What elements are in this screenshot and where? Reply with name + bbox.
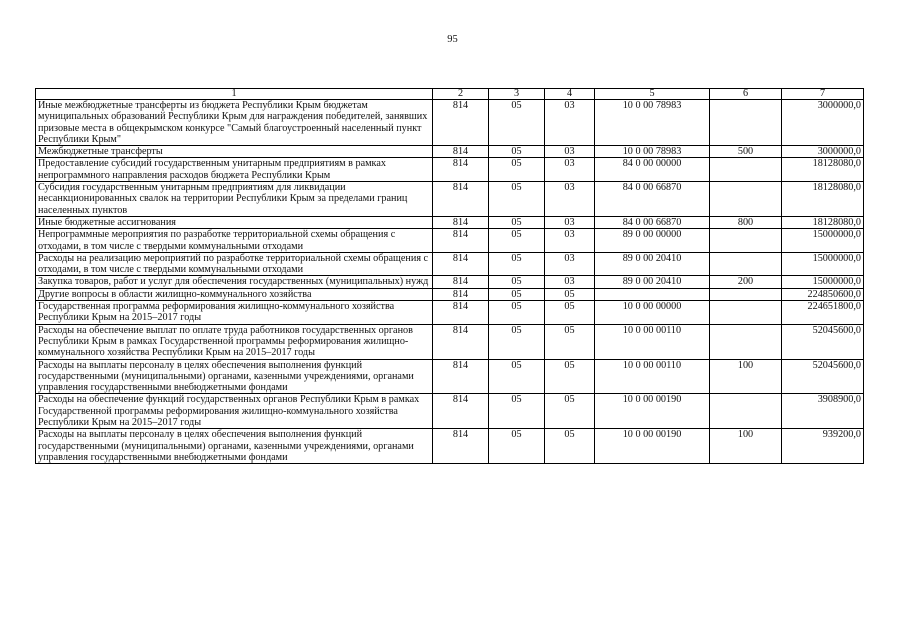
row-code-subsection: 03 <box>545 216 595 228</box>
row-code-subsection: 03 <box>545 229 595 253</box>
row-code-ministry: 814 <box>433 229 489 253</box>
row-code-subsection: 03 <box>545 100 595 146</box>
row-code-section: 05 <box>489 301 545 325</box>
column-header: 2 <box>433 89 489 100</box>
row-amount: 52045600,0 <box>782 324 864 359</box>
row-description: Межбюджетные трансферты <box>36 146 433 158</box>
row-amount: 15000000,0 <box>782 229 864 253</box>
row-code-expense-type <box>710 394 782 429</box>
row-code-section: 05 <box>489 158 545 182</box>
row-amount: 15000000,0 <box>782 276 864 288</box>
row-code-section: 05 <box>489 324 545 359</box>
row-description: Расходы на выплаты персоналу в целях обеспечения выполнения функций государственными (муниципальными) органами, казенными учреждениями, органами управления государственными внебюджетными фондами <box>36 359 433 394</box>
row-description: Расходы на выплаты персоналу в целях обеспечения выполнения функций государственными (муниципальными) органами, казенными учреждениями, органами управления государственными внебюджетными фондами <box>36 429 433 464</box>
row-description: Закупка товаров, работ и услуг для обеспечения государственных (муниципальных) нужд <box>36 276 433 288</box>
row-amount: 939200,0 <box>782 429 864 464</box>
column-header: 1 <box>36 89 433 100</box>
row-code-target: 89 0 00 00000 <box>595 229 710 253</box>
column-header: 4 <box>545 89 595 100</box>
row-code-section: 05 <box>489 276 545 288</box>
table-row <box>36 288 864 300</box>
table-row <box>36 216 864 228</box>
row-code-section: 05 <box>489 182 545 217</box>
row-code-ministry: 814 <box>433 324 489 359</box>
row-code-target: 10 0 00 78983 <box>595 146 710 158</box>
row-code-expense-type: 800 <box>710 216 782 228</box>
row-code-target: 84 0 00 66870 <box>595 216 710 228</box>
row-amount: 52045600,0 <box>782 359 864 394</box>
row-code-section: 05 <box>489 100 545 146</box>
row-description: Иные бюджетные ассигнования <box>36 216 433 228</box>
table-row <box>36 276 864 288</box>
row-code-target: 10 0 00 78983 <box>595 100 710 146</box>
table-row <box>36 252 864 276</box>
row-code-target: 10 0 00 00110 <box>595 324 710 359</box>
row-amount: 224850600,0 <box>782 288 864 300</box>
row-code-expense-type: 500 <box>710 146 782 158</box>
row-code-subsection: 03 <box>545 182 595 217</box>
row-amount: 18128080,0 <box>782 158 864 182</box>
row-code-ministry: 814 <box>433 100 489 146</box>
table-row <box>36 324 864 359</box>
row-code-target <box>595 288 710 300</box>
row-code-subsection: 05 <box>545 429 595 464</box>
row-code-target: 10 0 00 00190 <box>595 394 710 429</box>
table-row <box>36 429 864 464</box>
row-amount: 18128080,0 <box>782 182 864 217</box>
row-amount: 3000000,0 <box>782 100 864 146</box>
row-code-target: 89 0 00 20410 <box>595 252 710 276</box>
row-code-expense-type: 200 <box>710 276 782 288</box>
row-description: Предоставление субсидий государственным унитарным предприятиям в рамках непрограммного направления расходов бюджета Республики Крым <box>36 158 433 182</box>
row-amount: 15000000,0 <box>782 252 864 276</box>
row-code-expense-type <box>710 324 782 359</box>
row-description: Расходы на обеспечение функций государственных органов Республики Крым в рамках Государственной программы реформирования жилищно-коммунального хозяйства Республики Крым на 2015–2017 годы <box>36 394 433 429</box>
row-code-expense-type <box>710 301 782 325</box>
row-code-section: 05 <box>489 216 545 228</box>
row-code-expense-type <box>710 288 782 300</box>
budget-table <box>35 88 864 464</box>
row-code-ministry: 814 <box>433 146 489 158</box>
row-code-expense-type <box>710 182 782 217</box>
row-code-target: 10 0 00 00190 <box>595 429 710 464</box>
row-code-section: 05 <box>489 146 545 158</box>
row-code-target: 84 0 00 66870 <box>595 182 710 217</box>
column-header: 5 <box>595 89 710 100</box>
row-amount: 3000000,0 <box>782 146 864 158</box>
row-description: Государственная программа реформирования жилищно-коммунального хозяйства Республики Крым на 2015–2017 годы <box>36 301 433 325</box>
row-amount: 3908900,0 <box>782 394 864 429</box>
row-code-ministry: 814 <box>433 252 489 276</box>
row-code-subsection: 03 <box>545 146 595 158</box>
row-code-subsection: 05 <box>545 288 595 300</box>
table-row <box>36 359 864 394</box>
row-code-ministry: 814 <box>433 288 489 300</box>
row-code-ministry: 814 <box>433 276 489 288</box>
row-code-subsection: 03 <box>545 158 595 182</box>
row-code-subsection: 03 <box>545 252 595 276</box>
column-header: 3 <box>489 89 545 100</box>
column-header: 7 <box>782 89 864 100</box>
row-code-section: 05 <box>489 429 545 464</box>
row-code-expense-type <box>710 100 782 146</box>
row-code-section: 05 <box>489 394 545 429</box>
row-code-ministry: 814 <box>433 429 489 464</box>
row-description: Иные межбюджетные трансферты из бюджета Республики Крым бюджетам муниципальных образований Республики Крым для награждения победителей, занявших призовые места в общекрымском конкурсе "Самый благоустроенный населенный пункт Республики Крым" <box>36 100 433 146</box>
row-code-expense-type <box>710 158 782 182</box>
row-code-expense-type: 100 <box>710 429 782 464</box>
row-description: Расходы на реализацию мероприятий по разработке территориальной схемы обращения с отходами, в том числе с твердыми коммунальными отходами <box>36 252 433 276</box>
row-code-target: 89 0 00 20410 <box>595 276 710 288</box>
row-description: Субсидия государственным унитарным предприятиям для ликвидации несанкционированных свалок на территории Республики Крым за пределами границ населенных пунктов <box>36 182 433 217</box>
row-code-subsection: 03 <box>545 276 595 288</box>
table-row <box>36 301 864 325</box>
row-code-section: 05 <box>489 288 545 300</box>
row-description: Другие вопросы в области жилищно-коммунального хозяйства <box>36 288 433 300</box>
row-code-section: 05 <box>489 229 545 253</box>
table-row <box>36 158 864 182</box>
column-header: 6 <box>710 89 782 100</box>
row-code-section: 05 <box>489 252 545 276</box>
row-code-ministry: 814 <box>433 216 489 228</box>
row-code-ministry: 814 <box>433 359 489 394</box>
row-code-ministry: 814 <box>433 394 489 429</box>
row-code-subsection: 05 <box>545 301 595 325</box>
row-code-subsection: 05 <box>545 359 595 394</box>
row-code-expense-type <box>710 252 782 276</box>
row-description: Непрограммные мероприятия по разработке территориальной схемы обращения с отходами, в том числе с твердыми коммунальными отходами <box>36 229 433 253</box>
row-code-ministry: 814 <box>433 158 489 182</box>
row-code-expense-type <box>710 229 782 253</box>
row-description: Расходы на обеспечение выплат по оплате труда работников государственных органов Республики Крым в рамках Государственной программы реформирования жилищно-коммунального хозяйства Республики Крым на 2015–2017 годы <box>36 324 433 359</box>
table-body <box>36 100 864 464</box>
row-code-ministry: 814 <box>433 301 489 325</box>
table-row <box>36 182 864 217</box>
row-code-section: 05 <box>489 359 545 394</box>
row-amount: 224651800,0 <box>782 301 864 325</box>
table-row <box>36 394 864 429</box>
table-row <box>36 146 864 158</box>
row-code-target: 84 0 00 00000 <box>595 158 710 182</box>
row-code-subsection: 05 <box>545 324 595 359</box>
row-code-expense-type: 100 <box>710 359 782 394</box>
table-row <box>36 229 864 253</box>
table-header-row <box>36 89 864 100</box>
row-code-subsection: 05 <box>545 394 595 429</box>
row-code-target: 10 0 00 00000 <box>595 301 710 325</box>
row-code-ministry: 814 <box>433 182 489 217</box>
row-amount: 18128080,0 <box>782 216 864 228</box>
row-code-target: 10 0 00 00110 <box>595 359 710 394</box>
page-number: 95 <box>447 34 458 45</box>
table-row <box>36 100 864 146</box>
